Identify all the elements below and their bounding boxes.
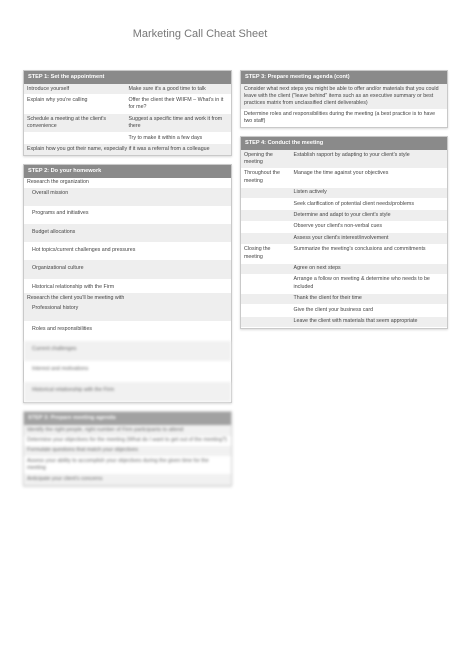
table-row xyxy=(24,95,231,114)
row-value: Agree on next steps xyxy=(293,265,341,271)
table-row xyxy=(241,222,447,233)
left-column xyxy=(23,70,232,494)
row-value: Determine and adapt to your client's style xyxy=(293,211,391,218)
list-item: Current challenges xyxy=(24,341,231,361)
row-label xyxy=(241,264,291,274)
table-row xyxy=(24,114,231,133)
row-value: Give the client your business card xyxy=(293,306,374,313)
row-label xyxy=(241,188,291,198)
table-row xyxy=(241,245,447,264)
row-label xyxy=(241,233,291,243)
row-label xyxy=(241,222,291,232)
list-item: Determine your objectives for the meeting (What do I want to get out of the meeting?) xyxy=(27,437,227,444)
row-value: Make sure it's a good time to talk xyxy=(128,85,206,92)
list-item: Formulate questions that match your objectives xyxy=(24,446,231,456)
table-row xyxy=(24,133,231,144)
table-row xyxy=(241,317,447,328)
list-item: Hot topics/current challenges and pressures xyxy=(32,246,136,253)
step1-card xyxy=(23,70,232,156)
row-label: Introduce yourself xyxy=(27,85,70,92)
step1-header: STEP 1: Set the appointment xyxy=(24,71,231,84)
table-row xyxy=(241,188,447,199)
table-row xyxy=(241,264,447,275)
list-item: Anticipate your client's concerns xyxy=(24,474,231,484)
right-column xyxy=(240,70,448,337)
list-item: Consider what next steps you might be able to offer and/or materials that you could leave with the client ("leave behind" items such as an executive summary or best practices matrix from unclassified client deliverables) xyxy=(241,84,447,109)
step3-agenda-card xyxy=(23,411,232,485)
table-row xyxy=(241,233,447,244)
list-item: Interest and motivations xyxy=(32,366,89,373)
list-item: Historical relationship with the Firm xyxy=(32,283,115,290)
row-label xyxy=(241,294,291,304)
step2-card xyxy=(23,164,232,403)
row-label xyxy=(241,305,291,315)
row-label: Schedule a meeting at the client's convenience xyxy=(27,115,107,130)
row-value: Summarize the meeting's conclusions and commitments xyxy=(293,246,426,253)
table-row xyxy=(24,84,231,95)
step4-card xyxy=(240,136,448,329)
table-row xyxy=(241,210,447,221)
step2-header: STEP 2: Do your homework xyxy=(24,165,231,178)
step1-note: Explain how you got their name, especially if it was a referral from a colleague xyxy=(24,144,231,154)
page-title: Marketing Call Cheat Sheet xyxy=(132,28,268,40)
row-value: Establish rapport by adapting to your client's style xyxy=(293,151,410,158)
row-label xyxy=(241,210,291,220)
row-label xyxy=(241,275,291,293)
row-label xyxy=(24,133,126,143)
table-row xyxy=(241,275,447,294)
row-label: Explain why you're calling xyxy=(27,96,88,103)
row-value: Listen actively xyxy=(293,189,327,196)
row-label xyxy=(241,199,291,209)
list-item: Identify the right people, right number of Firm participants to attend xyxy=(24,425,231,435)
list-item: Organizational culture xyxy=(24,260,231,278)
list-item: Determine roles and responsibilities during the meeting (a best practice is to have two staff) xyxy=(244,110,436,125)
row-value: Leave the client with materials that seem appropriate xyxy=(293,318,418,325)
list-item: Overall mission xyxy=(24,188,231,206)
step4-header: STEP 4: Conduct the meeting xyxy=(241,137,447,150)
table-row xyxy=(241,169,447,188)
step3-header: STEP 3: Prepare meeting agenda xyxy=(24,412,231,425)
table-row xyxy=(241,150,447,169)
list-item: Assess your ability to accomplish your objectives during the given time for the meeting xyxy=(27,457,209,472)
research-org-label: Research the organization xyxy=(27,179,89,186)
list-item: Programs and initiatives xyxy=(32,210,89,217)
table-row xyxy=(241,294,447,305)
research-person-label: Research the client you'll be meeting with xyxy=(24,293,231,303)
row-label: Throughout the meeting xyxy=(244,170,280,184)
row-value: Observe your client's non-verbal cues xyxy=(293,223,382,230)
row-value: Seek clarification of potential client needs/problems xyxy=(293,200,414,207)
list-item: Historical relationship with the Firm xyxy=(24,382,231,402)
step3-cont-header: STEP 3: Prepare meeting agenda (cont) xyxy=(241,71,447,84)
table-row xyxy=(241,305,447,316)
step3-cont-card xyxy=(240,70,448,128)
list-item: Budget allocations xyxy=(24,224,231,242)
list-item: Roles and responsibilities xyxy=(32,325,93,332)
row-label: Closing the meeting xyxy=(244,246,271,260)
row-value: Suggest a specific time and work it from there xyxy=(128,115,223,130)
row-label xyxy=(241,317,291,327)
table-row xyxy=(241,199,447,210)
row-value: Offer the client their WIIFM – What's in it for me? xyxy=(128,96,224,111)
row-value: Assess your client's interest/involvement xyxy=(293,234,389,241)
row-value: Thank the client for their time xyxy=(293,295,362,302)
row-value: Arrange a follow on meeting & determine who needs to be included xyxy=(293,276,430,290)
row-label: Opening the meeting xyxy=(244,151,273,165)
list-item: Professional history xyxy=(24,304,231,321)
row-value: Manage the time against your objectives xyxy=(293,170,389,177)
row-value: Try to make it within a few days xyxy=(128,134,203,141)
